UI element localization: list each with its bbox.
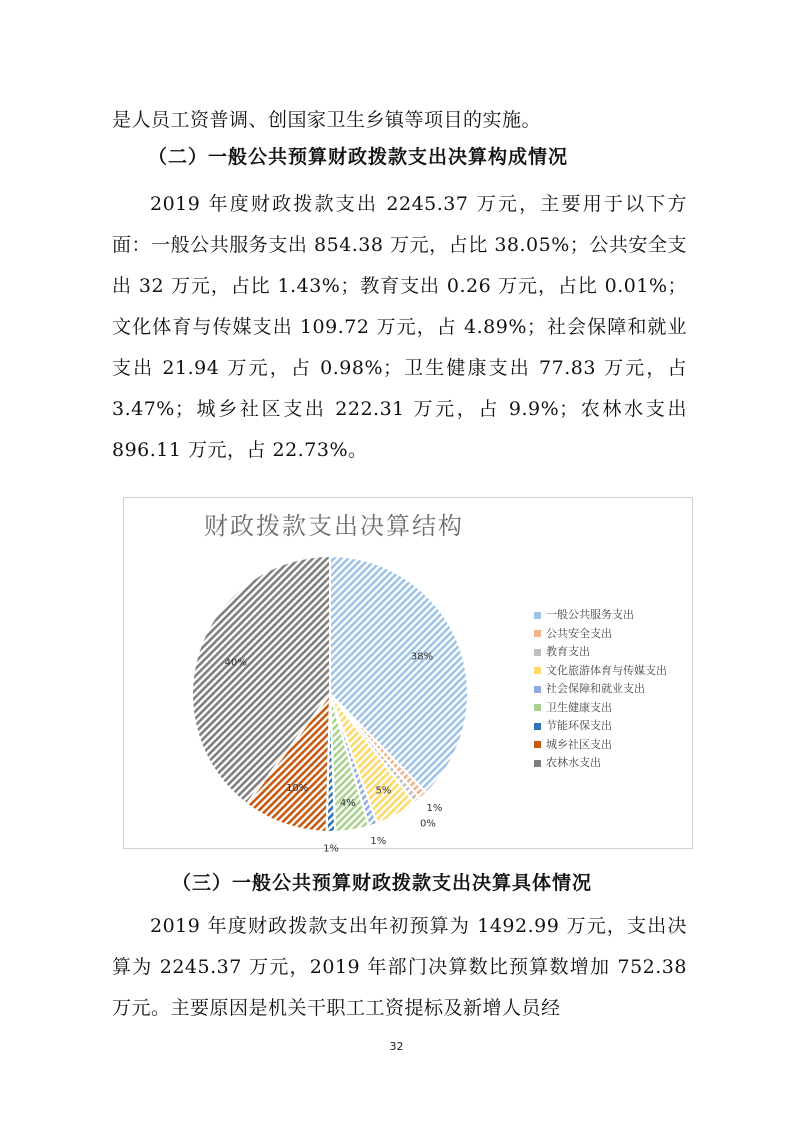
pie-data-label-7: 1% xyxy=(323,843,339,855)
legend-swatch-5 xyxy=(534,686,541,693)
legend-item-9 xyxy=(534,754,667,773)
body-text-3: 2019 年度财政拨款支出年初预算为 1492.99 万元，支出决算为 2245.37 万元，2019 年部门决算数比预算数增加 752.38 万元。主要原因是机关干职工工资提标及新增人员经 xyxy=(112,915,687,1019)
legend-swatch-4 xyxy=(534,667,541,674)
legend-swatch-9 xyxy=(534,760,541,767)
chart-legend xyxy=(534,606,667,773)
legend-label-6: 卫生健康支出 xyxy=(546,700,612,714)
legend-swatch-2 xyxy=(534,630,541,637)
pie-data-label-6: 4% xyxy=(339,798,356,809)
chart-title: 财政拨款支出决算结构 xyxy=(204,512,464,540)
pie-data-label-4: 5% xyxy=(375,785,392,797)
legend-label-1: 一般公共服务支出 xyxy=(546,608,634,621)
pie-data-label-3: 0% xyxy=(419,818,436,830)
legend-item-2 xyxy=(534,625,667,644)
pie-data-label-9: 40% xyxy=(224,657,247,669)
legend-item-1 xyxy=(534,606,667,625)
body-text-2: 2019 年度财政拨款支出 2245.37 万元，主要用于以下方面：一般公共服务支出 854.38 万元，占比 38.05%；公共安全支出 32 万元，占比 1.43%；教育支出 0.26 万元，占比 0.01%；文化体育与传媒支出 109.72 万元，占 4.89%；社会保障和就业支出 21.94 万元，占 0.98%；卫生健康支出 77.83 万元，占 3.47%；城乡社区支出 222.31 万元，占 9.9%；农林水支出 896.11 万元，占 22.73%。 xyxy=(112,193,687,461)
pie-chart xyxy=(123,497,693,855)
pie-data-label-5: 1% xyxy=(370,835,387,847)
legend-label-4: 文化旅游体育与传媒支出 xyxy=(546,663,667,677)
legend-item-7 xyxy=(534,717,667,736)
legend-label-7: 节能环保支出 xyxy=(546,719,612,732)
legend-label-9: 农林水支出 xyxy=(546,756,601,769)
legend-swatch-1 xyxy=(534,612,541,619)
legend-label-2: 公共安全支出 xyxy=(546,626,612,640)
legend-swatch-8 xyxy=(534,741,541,748)
section-heading-2: （二）一般公共预算财政拨款支出决算构成情况 xyxy=(148,146,569,168)
legend-swatch-6 xyxy=(534,704,541,711)
intro-tail-text: 是人员工资普调、创国家卫生乡镇等项目的实施。 xyxy=(112,109,542,131)
pie-data-label-8: 10% xyxy=(286,782,309,794)
legend-item-3 xyxy=(534,643,667,662)
legend-label-5: 社会保障和就业支出 xyxy=(546,682,645,695)
pie-data-label-1: 38% xyxy=(410,651,434,663)
legend-item-8 xyxy=(534,736,667,755)
legend-item-6 xyxy=(534,699,667,718)
legend-label-8: 城乡社区支出 xyxy=(546,737,612,751)
legend-label-3: 教育支出 xyxy=(546,645,590,658)
page-number: 32 xyxy=(389,1040,404,1053)
legend-item-5 xyxy=(534,680,667,699)
legend-swatch-7 xyxy=(534,723,541,730)
section-heading-3: （三）一般公共预算财政拨款支出决算具体情况 xyxy=(172,872,593,894)
body-paragraph-2 xyxy=(112,184,687,471)
body-paragraph-3 xyxy=(112,906,687,1029)
legend-swatch-3 xyxy=(534,649,541,656)
pie-data-label-2: 1% xyxy=(426,803,443,814)
intro-tail-paragraph xyxy=(112,100,687,141)
legend-item-4 xyxy=(534,662,667,681)
